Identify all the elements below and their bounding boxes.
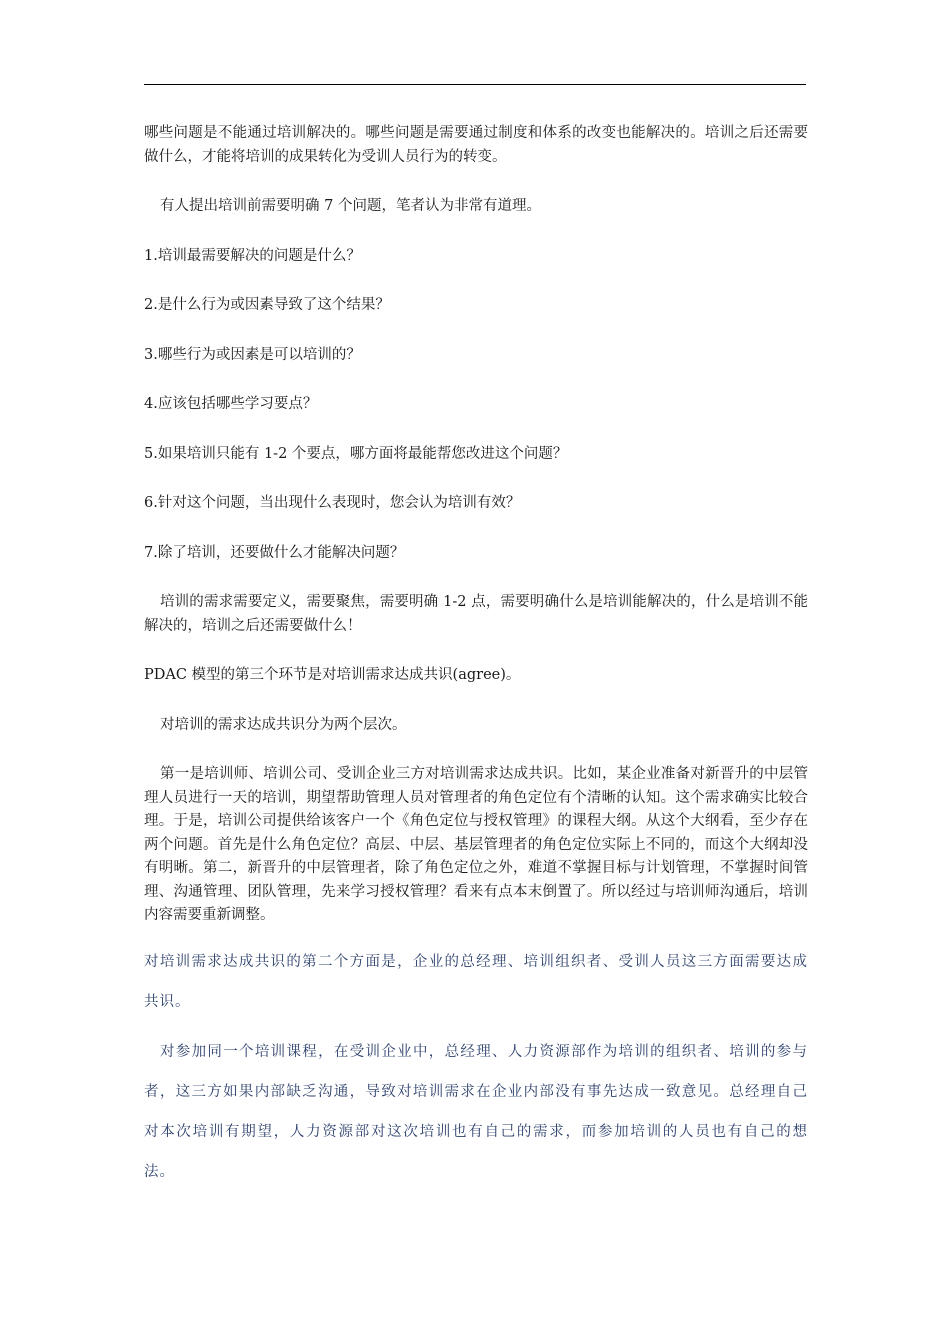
paragraph-second-level: 对培训需求达成共识的第二个方面是，企业的总经理、培训组织者、受训人员这三方面需要达成共识。 [144,953,808,1010]
paragraph-needs-definition: 培训的需求需要定义，需要聚焦，需要明确 1-2 点，需要明确什么是培训能解决的，什么是培训不能解决的，培训之后还需要做什么！ [144,594,808,634]
question-item: 3.哪些行为或因素是可以培训的？ [144,346,361,363]
question-item: 6.针对这个问题，当出现什么表现时，您会认为培训有效？ [144,495,521,511]
document-body [144,122,808,1192]
question-item: 2.是什么行为或因素导致了这个结果？ [144,297,390,313]
question-item: 4.应该包括哪些学习要点？ [144,396,318,412]
paragraph-first-level: 第一是培训师、培训公司、受训企业三方对培训需求达成共识。比如，某企业准备对新晋升的中层管理人员进行一天的培训，期望帮助管理人员对管理者的角色定位有个清晰的认知。这个需求确实比较合理。于是，培训公司提供给该客户一个《角色定位与授权管理》的课程大纲。从这个大纲看，至少存在两个问题。首先是什么角色定位？高层、中层、基层管理者的角色定位实际上不同的，而这个大纲却没有明晰。第二，新晋升的中层管理者，除了角色定位之外，难道不掌握目标与计划管理，不掌握时间管理、沟通管理、团队管理，先来学习授权管理？看来有点本末倒置了。所以经过与培训师沟通后，培训内容需要重新调整。 [144,766,808,923]
paragraph-intro: 哪些问题是不能通过培训解决的。哪些问题是需要通过制度和体系的改变也能解决的。培训之后还需要做什么，才能将培训的成果转化为受训人员行为的转变。 [144,125,808,165]
question-item: 7.除了培训，还要做什么才能解决问题？ [144,544,405,561]
question-item: 5.如果培训只能有 1-2 个要点，哪方面将最能帮您改进这个问题？ [144,445,568,462]
paragraph-seven-questions: 有人提出培训前需要明确 7 个问题，笔者认为非常有道理。 [160,198,541,214]
paragraph-two-levels: 对培训的需求达成共识分为两个层次。 [160,716,407,733]
paragraph-three-parties: 对参加同一个培训课程，在受训企业中，总经理、人力资源部作为培训的组织者、培训的参与者，这三方如果内部缺乏沟通，导致对培训需求在企业内部没有事先达成一致意见。总经理自己对本次培训有期望，人力资源部对这次培训也有自己的需求，而参加培训的人员也有自己的想法。 [144,1043,808,1180]
paragraph-pdac: PDAC 模型的第三个环节是对培训需求达成共识(agree)。 [144,667,521,683]
header-rule [144,84,806,85]
question-item: 1.培训最需要解决的问题是什么？ [144,247,361,264]
